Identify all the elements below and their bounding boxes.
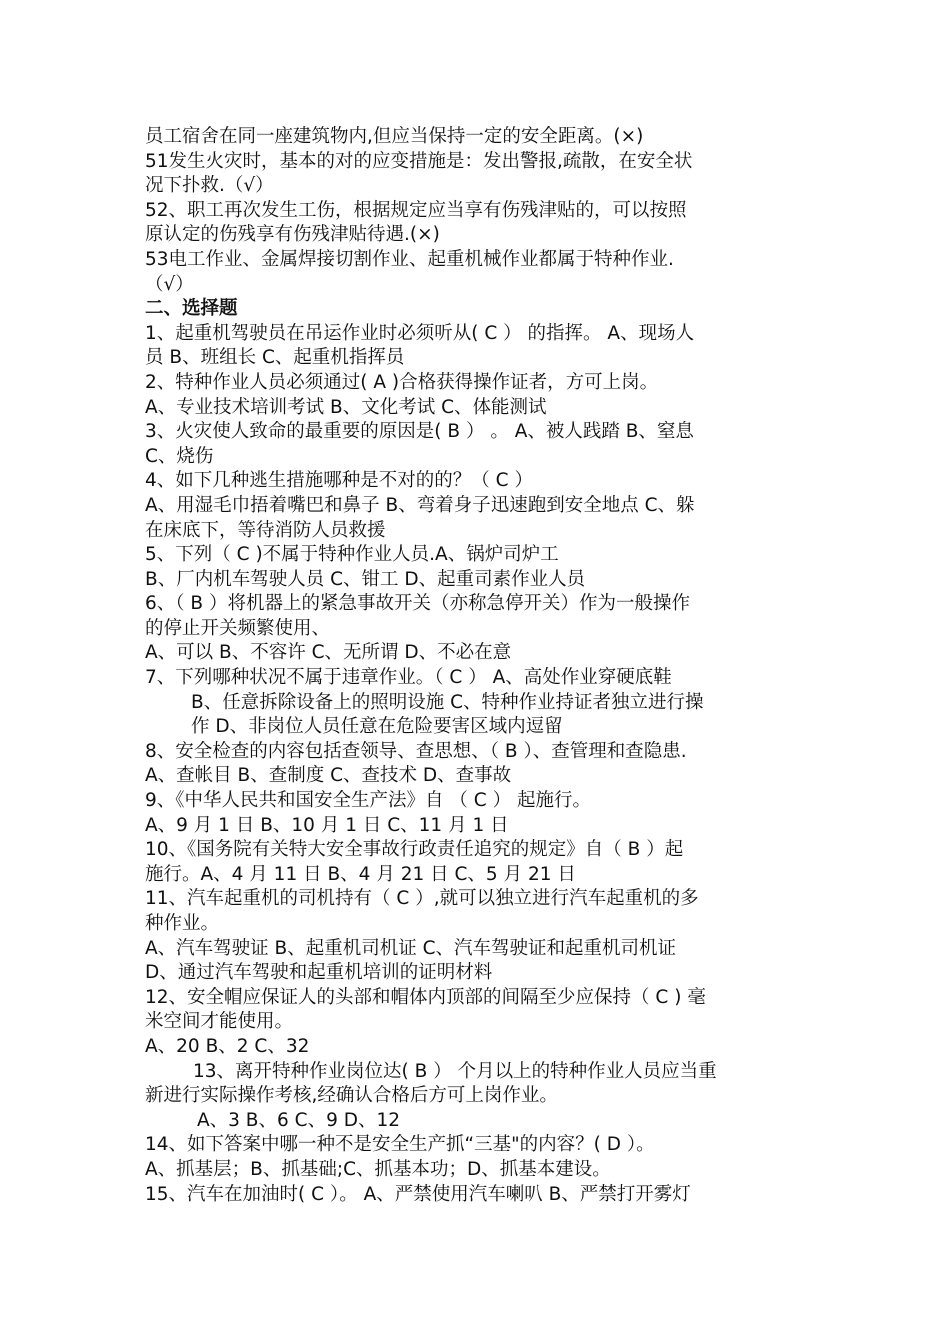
- question-line: 1、起重机驾驶员在吊运作业时必须听从( C ） 的指挥。 A、现场人: [145, 322, 695, 344]
- question-line: 5、下列（ C )不属于特种作业人员.A、锅炉司炉工: [145, 544, 559, 566]
- question-line: 11、汽车起重机的司机持有（ C ）,就可以独立进行汽车起重机的多: [145, 888, 699, 910]
- question-line: 15、汽车在加油时( C ）。 A、严禁使用汽车喇叭 B、严禁打开雾灯: [145, 1183, 691, 1205]
- question-line: 3、火灾使人致命的最重要的原因是( B ） 。 A、被人践踏 B、窒息: [145, 421, 694, 443]
- question-line: A、3 B、6 C、9 D、12: [197, 1109, 401, 1131]
- question-line: 12、安全帽应保证人的头部和帽体内顶部的间隔至少应保持（ C ) 毫: [145, 986, 706, 1008]
- question-line: 2、特种作业人员必须通过( A )合格获得操作证者，方可上岗。: [145, 371, 659, 393]
- question-line: A、汽车驾驶证 B、起重机司机证 C、汽车驾驶证和起重机司机证: [145, 937, 677, 959]
- question-line: 新进行实际操作考核,经确认合格后方可上岗作业。: [145, 1085, 558, 1107]
- question-line: 员 B、班组长 C、起重机指挥员: [145, 347, 405, 369]
- question-line: 6、（ B ）将机器上的紧急事故开关（亦称急停开关）作为一般操作: [145, 593, 690, 615]
- section-heading: 二、选择题: [145, 298, 238, 320]
- text-line: 况下扑救.（√）: [145, 175, 274, 197]
- document-body: [145, 125, 810, 1207]
- question-line: A、可以 B、不容许 C、无所谓 D、不必在意: [145, 642, 512, 664]
- question-line: A、查帐目 B、查制度 C、查技术 D、查事故: [145, 765, 512, 787]
- text-line: 52、职工再次发生工伤，根据规定应当享有伤残津贴的，可以按照: [145, 199, 687, 221]
- question-line: 13、离开特种作业岗位达( B ） 个月以上的特种作业人员应当重: [193, 1060, 717, 1082]
- question-line: A、抓基层；B、抓基础;C、抓基本功；D、抓基本建设。: [145, 1158, 611, 1180]
- question-line: 4、如下几种逃生措施哪种是不对的的？（ C ）: [145, 470, 533, 492]
- text-line: （√）: [145, 273, 194, 295]
- question-line: 10、《国务院有关特大安全事故行政责任追究的规定》自（ B ）起: [145, 839, 684, 861]
- question-line: A、9 月 1 日 B、10 月 1 日 C、11 月 1 日: [145, 814, 509, 836]
- question-line: A、用湿毛巾捂着嘴巴和鼻子 B、弯着身子迅速跑到安全地点 C、躲: [145, 494, 695, 516]
- text-line: 51发生火灾时，基本的对的应变措施是：发出警报,疏散，在安全状: [145, 150, 693, 172]
- question-line: D、通过汽车驾驶和起重机培训的证明材料: [145, 962, 493, 984]
- question-line: 14、如下答案中哪一种不是安全生产抓“三基"的内容？( D ）。: [145, 1134, 655, 1156]
- question-line: 8、安全检查的内容包括查领导、查思想、（ B ）、查管理和查隐患.: [145, 740, 687, 762]
- question-line: C、烧伤: [145, 445, 214, 467]
- question-line: 施行。A、4 月 11 日 B、4 月 21 日 C、5 月 21 日: [145, 863, 576, 885]
- question-line: 9、《中华人民共和国安全生产法》自 （ C ） 起施行。: [145, 790, 591, 812]
- question-line: 在床底下，等待消防人员救援: [145, 519, 386, 541]
- question-line: A、20 B、2 C、32: [145, 1035, 310, 1057]
- text-line: 53电工作业、金属焊接切割作业、起重机械作业都属于特种作业.: [145, 248, 674, 270]
- question-line: 作 D、非岗位人员任意在危险要害区域内逗留: [191, 716, 563, 738]
- question-line: 的停止开关频繁使用、: [145, 617, 331, 639]
- question-line: B、厂内机车驾驶人员 C、钳工 D、起重司素作业人员: [145, 568, 586, 590]
- question-line: 种作业。: [145, 913, 220, 934]
- question-line: A、专业技术培训考试 B、文化考试 C、体能测试: [145, 396, 547, 418]
- question-line: B、任意拆除设备上的照明设施 C、特种作业持证者独立进行操: [191, 691, 704, 713]
- question-line: 7、下列哪种状况不属于违章作业。（ C ） A、高处作业穿硬底鞋: [145, 667, 672, 689]
- text-line: 原认定的伤残享有伤残津贴待遇.(×): [145, 224, 440, 246]
- text-line: 员工宿舍在同一座建筑物内,但应当保持一定的安全距离。(×): [145, 126, 644, 147]
- question-line: 米空间才能使用。: [145, 1011, 294, 1033]
